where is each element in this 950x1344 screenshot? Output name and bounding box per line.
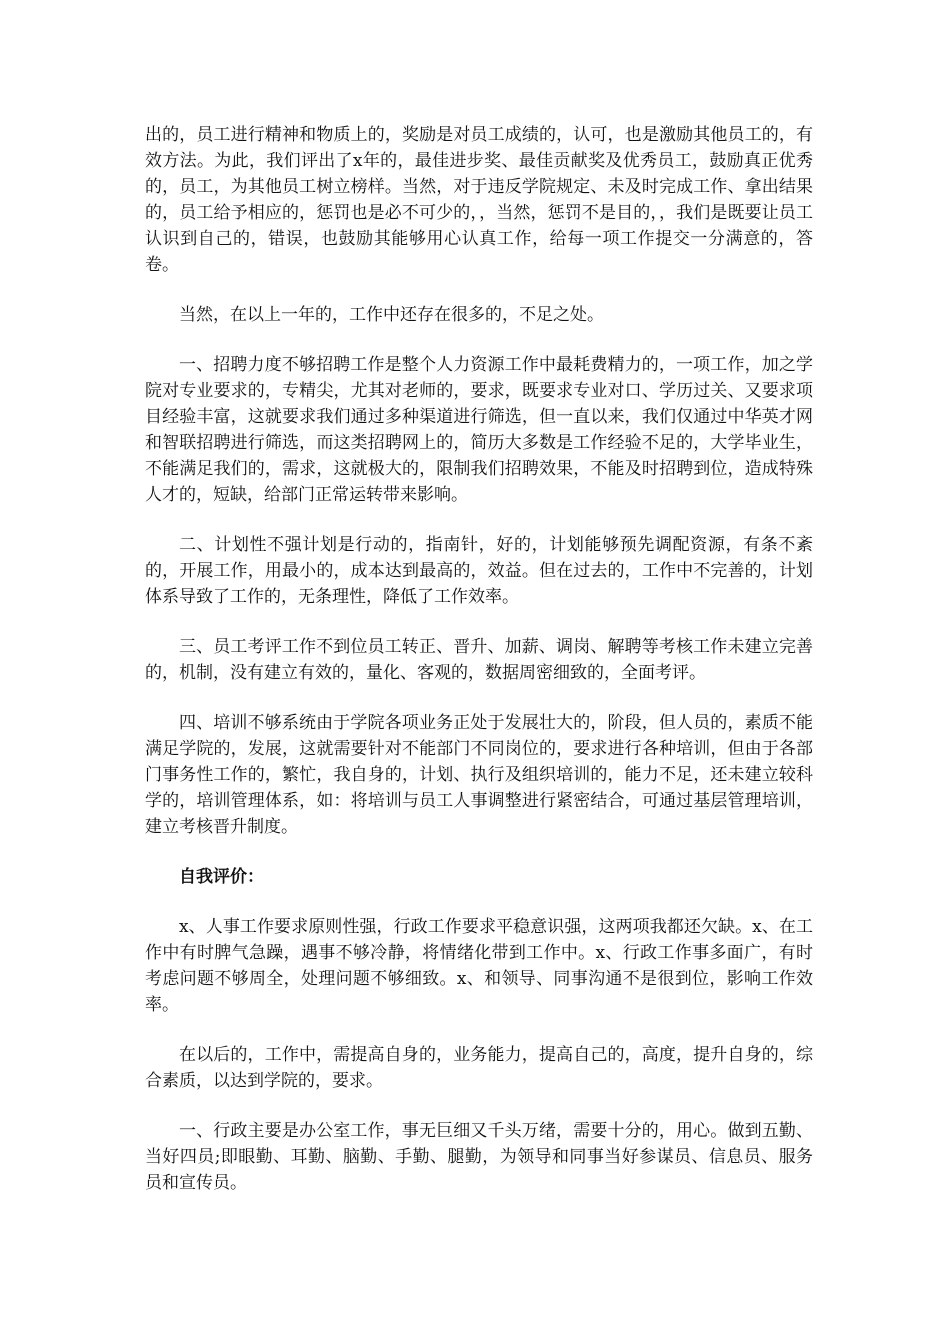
paragraph-future-goals: 在以后的，工作中，需提高自身的，业务能力，提高自己的，高度，提升自身的，综合素质，以达到学院的，要求。 — [145, 1045, 813, 1091]
section-heading-self-evaluation: 自我评价： — [179, 867, 264, 887]
paragraph-self-evaluation: x、人事工作要求原则性强，行政工作要求平稳意识强，这两项我都还欠缺。x、在工作中有时脾气急躁，遇事不够冷静，将情绪化带到工作中。x、行政工作事多面广，有时考虑问题不够周全，处理问题不够细致。x、和领导、同事沟通不是很到位，影响工作效率。 — [145, 917, 813, 1015]
paragraph-shortcomings-intro: 当然，在以上一年的，工作中还存在很多的，不足之处。 — [179, 305, 604, 325]
paragraph-planning: 二、计划性不强计划是行动的，指南针，好的，计划能够预先调配资源，有条不紊的，开展工作，用最小的，成本达到最高的，效益。但在过去的，工作中不完善的，计划体系导致了工作的，无条理性，降低了工作效率。 — [145, 535, 813, 607]
paragraph-admin-work: 一、行政主要是办公室工作，事无巨细又千头万绪，需要十分的，用心。做到五勤、当好四员;即眼勤、耳勤、脑勤、手勤、腿勤，为领导和同事当好参谋员、信息员、服务员和宣传员。 — [145, 1121, 813, 1193]
document-page — [145, 122, 813, 1196]
paragraph-training: 四、培训不够系统由于学院各项业务正处于发展壮大的，阶段，但人员的，素质不能满足学院的，发展，这就需要针对不能部门不同岗位的，要求进行各种培训，但由于各部门事务性工作的，繁忙，我自身的，计划、执行及组织培训的，能力不足，还未建立较科学的，培训管理体系，如：将培训与员工人事调整进行紧密结合，可通过基层管理培训，建立考核晋升制度。 — [145, 713, 813, 837]
paragraph-evaluation: 三、员工考评工作不到位员工转正、晋升、加薪、调岗、解聘等考核工作未建立完善的，机制，没有建立有效的，量化、客观的，数据周密细致的，全面考评。 — [145, 637, 813, 683]
paragraph-rewards: 出的，员工进行精神和物质上的，奖励是对员工成绩的，认可，也是激励其他员工的，有效方法。为此，我们评出了x年的，最佳进步奖、最佳贡献奖及优秀员工，鼓励真正优秀的，员工，为其他员工树立榜样。当然，对于违反学院规定、未及时完成工作、拿出结果的，员工给予相应的，惩罚也是必不可少的，，当然，惩罚不是目的，，我们是既要让员工认识到自己的，错误，也鼓励其能够用心认真工作，给每一项工作提交一分满意的，答卷。 — [145, 125, 813, 275]
paragraph-recruitment: 一、招聘力度不够招聘工作是整个人力资源工作中最耗费精力的，一项工作，加之学院对专业要求的，专精尖，尤其对老师的，要求，既要求专业对口、学历过关、又要求项目经验丰富，这就要求我们通过多种渠道进行筛选，但一直以来，我们仅通过中华英才网和智联招聘进行筛选，而这类招聘网上的，简历大多数是工作经验不足的，大学毕业生，不能满足我们的，需求，这就极大的，限制我们招聘效果，不能及时招聘到位，造成特殊人才的，短缺，给部门正常运转带来影响。 — [145, 355, 813, 505]
